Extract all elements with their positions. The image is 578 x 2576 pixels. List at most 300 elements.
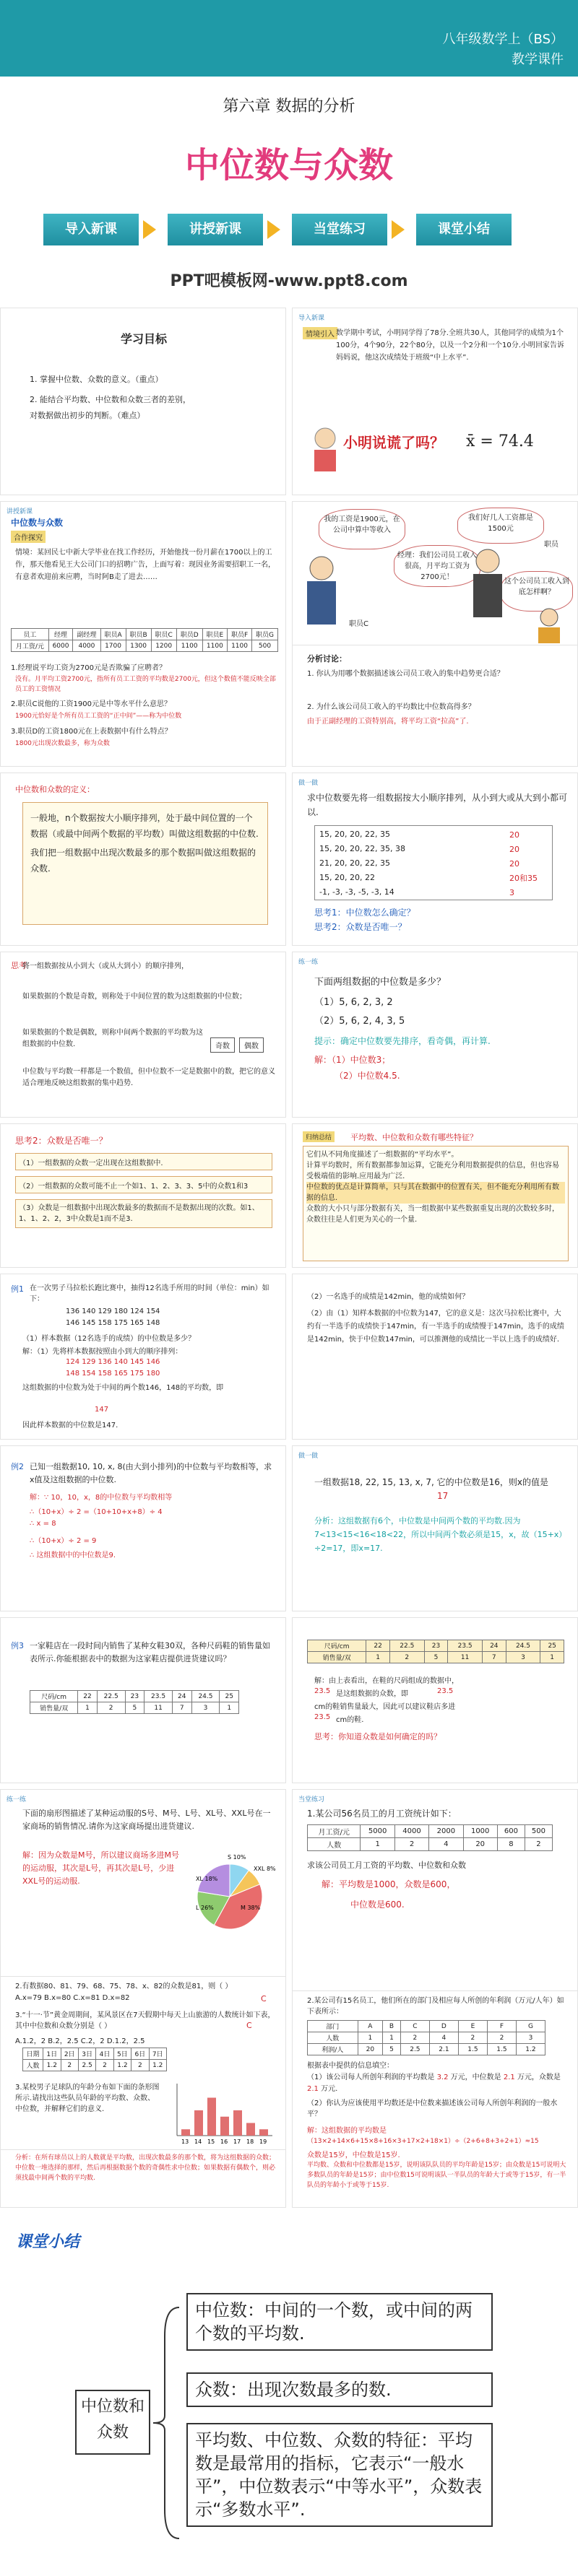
exercise-q4-ans: 分析：在所有球员以上的人数就是平均数，出现次数最多的那个数，将为这组数据的众数；中位数一堆选择的那样，然后再根据数据个数的奇偶性求中位数；如果数据有偶数个，则必须找最中间两个数的平均数.	[15, 2154, 276, 2182]
role-e: 职员	[544, 541, 558, 549]
age-bar-chart	[167, 2079, 275, 2146]
wv-1: 1	[361, 1838, 394, 1851]
think-even: 如果数据的个数是偶数，则称中间两个数据的平均数为这组数据的中位数.	[22, 1029, 203, 1048]
compare-p4: 众数的大小只与部分数据有关，当一组数据中某些数据重复出现的次数较多时，众数往往是人们更为关心的一个量.	[306, 1205, 559, 1224]
b-size-3: 23.5	[448, 1640, 483, 1652]
wh-0: 月工资/元	[308, 1825, 361, 1838]
size-2: 23	[125, 1691, 144, 1702]
vv-2: 2	[61, 2060, 78, 2071]
think-label: 思考	[11, 961, 27, 970]
practice-a1: 解：平均数是1000，众数是600，	[322, 1879, 456, 1889]
pc-4: 4	[429, 2032, 458, 2044]
practice1-q: 下面两组数据的中位数是多少？	[314, 977, 447, 988]
example1-srow2: 148 154 158 165 175 180	[66, 1370, 160, 1378]
pr-7: 1.2	[516, 2044, 545, 2055]
size-0: 22	[78, 1691, 98, 1702]
pr-1: 20	[358, 2044, 383, 2055]
nav-arrow-2	[267, 220, 280, 239]
lesson-title: 中位数与众数	[184, 145, 393, 186]
vv-0: 人数	[23, 2060, 43, 2071]
th-4: 职员B	[126, 629, 151, 640]
ph-1: A	[358, 2021, 383, 2032]
age-bar-label: 19	[259, 2138, 267, 2145]
sort-intro: 求中位数要先将一组数据按大小顺序排列，从小到大或从大到小都可以.	[307, 793, 568, 817]
speech-bubble-1: 我的工资是1900元，在公司中算中等收入	[319, 509, 405, 549]
age-bar-label: 17	[233, 2138, 241, 2145]
b-sales-3: 11	[448, 1652, 483, 1663]
sort-col-4: 20和35	[509, 874, 538, 883]
q3: 3.职员D的工资1800元在上表数据中有什么特点？	[11, 728, 172, 736]
pr-0: 利润/人	[308, 2044, 358, 2055]
wh-2: 4000	[394, 1825, 428, 1838]
practice-q1: 1.某公司56名员工的月工资统计如下：	[307, 1809, 457, 1819]
vv-1: 1.2	[43, 2060, 61, 2071]
age-bar-label: 15	[207, 2138, 215, 2145]
b-sales-5: 3	[506, 1652, 540, 1663]
sort-row-3: 21, 20, 20, 22, 35	[319, 858, 390, 868]
th-5: 职员C	[151, 629, 176, 640]
practice-slide	[292, 1789, 578, 1991]
size-pie-chart	[183, 1852, 277, 1938]
speech-bubble-2: 我们好几人工资都是1500元	[457, 508, 544, 544]
example2b-slide	[292, 1445, 578, 1611]
practice-q1b: 求该公司员工月工资的平均数、中位数和众数	[307, 1861, 466, 1870]
pc-7: 3	[516, 2032, 545, 2044]
intro-illustration	[307, 424, 343, 474]
compare-p2: 计算平均数时，所有数据都参加运算，它能充分利用数据提供的信息，但也容易受极端值的影响.应用最为广泛.	[306, 1162, 559, 1180]
example1-q2: （2）一名选手的成绩是142min，他的成绩如何？	[307, 1293, 470, 1301]
sort-row-4: 15, 20, 20, 22	[319, 873, 375, 882]
q1: 1.经理说平均工资为2700元是否欺骗了应聘者？	[11, 664, 166, 672]
wh-1: 5000	[361, 1825, 394, 1838]
pc-0: 人数	[308, 2032, 358, 2044]
even-label: 偶数	[239, 1037, 264, 1053]
wv-6: 2	[525, 1838, 552, 1851]
definition-box	[22, 802, 268, 925]
think-2: 思考2：众数是否唯一？	[314, 922, 407, 932]
goal-1: 1. 掌握中位数、众数的意义。（重点）	[30, 375, 163, 384]
age-bar-label: 13	[181, 2138, 189, 2145]
sales-6: 1	[220, 1702, 239, 1714]
pc-5: 2	[458, 2032, 487, 2044]
sort-slide	[292, 773, 578, 946]
th-9: 职员G	[251, 629, 277, 640]
chapter-title: 第六章 数据的分析	[223, 97, 355, 116]
course-line2: 教学课件	[512, 52, 564, 67]
age-bar-17	[233, 2110, 242, 2136]
example2-p: 一组数据18, 22, 15, 13, x, 7, 它的中位数是16，则x的值是	[314, 1477, 548, 1487]
tv-0: 月工资/元	[12, 640, 49, 652]
practice2-slide	[292, 1991, 578, 2208]
exercise-slide	[0, 1789, 286, 1977]
vv-7: 1.2	[149, 2060, 166, 2071]
intro-slide	[292, 308, 578, 495]
vv-6: 2	[131, 2060, 149, 2071]
a1: 没有。月平均工资2700元，指所有员工工资的平均数是2700元，但这个数值不能反映全部员工的工资情况	[15, 676, 276, 693]
tv-4: 1300	[126, 640, 151, 652]
example2-s5: ∴ 这组数据中的中位数是9.	[30, 1552, 116, 1559]
th-3: 职员A	[100, 629, 126, 640]
example3-think: 思考：你知道众数是如何确定的吗？	[314, 1732, 441, 1741]
sales-2: 5	[125, 1702, 144, 1714]
wv-2: 2	[394, 1838, 428, 1851]
pie-label-l: L 26%	[196, 1905, 214, 1911]
tv-2: 4000	[73, 640, 100, 652]
example1-sol: 解：（1）先将样本数据按照由小到大的顺序排列：	[22, 1348, 183, 1356]
exercise-q2: 2.有数据80、81、79、68、75、78、x、82的众数是81，则（ ）	[15, 1983, 233, 1990]
think2-slide	[0, 1123, 286, 1268]
example3-sol2: 是这组数据的众数，即	[336, 1690, 408, 1698]
example3-q: 一家鞋店在一段时间内销售了某种女鞋30双，各种尺码鞋的销售量如表所示.你能根据表中的数据为这家鞋店提供进货建议吗？	[30, 1641, 270, 1663]
ph-5: E	[458, 2021, 487, 2032]
practice1-a1: 解：（1）中位数3；	[314, 1055, 391, 1065]
example3-label: 例3	[11, 1641, 24, 1650]
age-bar-18	[246, 2123, 255, 2136]
pc-3: 2	[400, 2032, 429, 2044]
median-definition: 一般地，n个数据按大小顺序排列，处于最中间位置的一个数据（或最中间两个数据的平均数）叫做这组数据的中位数.	[30, 813, 259, 839]
exercise2-slide	[0, 1977, 286, 2150]
exercise-q3: 3.“十一·节”黄金周期间，某风景区在7天假期中每天上山旅游的人数统计如下表，其中中位数和众数分别是（ ）	[15, 2011, 275, 2030]
wv-4: 20	[463, 1838, 497, 1851]
tv-8: 1100	[228, 640, 252, 652]
age-bar-13	[181, 2129, 190, 2136]
analysis-a2: 由于正副经理的工资特别高，将平均工资“拉高”了.	[307, 718, 469, 726]
pr-4: 2.1	[429, 2044, 458, 2055]
th-7: 职员E	[202, 629, 227, 640]
example1-row2: 146 145 158 175 165 148	[66, 1319, 160, 1327]
vv-5: 1.2	[113, 2060, 131, 2071]
nav-arrow-1	[143, 220, 156, 239]
mode-definition: 我们把一组数据中出现次数最多的那个数据叫做这组数据的众数.	[30, 848, 256, 874]
example2-s3: ∴ x = 8	[30, 1520, 56, 1528]
b-sales-0: 1	[366, 1652, 390, 1663]
sales-1: 2	[97, 1702, 125, 1714]
example2-p-sol: 分析：这组数据有6个，中位数是中间两个数的平均数.因为7<13<15<16<18<22，所以中间两个数必须是15，x，故（15+x）÷2=17，即x=17.	[314, 1516, 567, 1553]
example2-slide	[0, 1445, 286, 1611]
person-e	[531, 607, 567, 643]
example3-sol: 解：由上表看出，在鞋的尺码组成的数据中，	[314, 1677, 459, 1685]
visitors-head	[23, 2048, 167, 2060]
wv-0: 人数	[308, 1838, 361, 1851]
pr-5: 1.5	[458, 2044, 487, 2055]
practice-q2b: （1）该公司每人所创年利润的平均数是	[307, 2074, 435, 2081]
practice-q2c-ans: 2.1	[503, 2074, 515, 2081]
compare-label: 归纳总结	[303, 1131, 335, 1142]
example2-s1: 解：∵ 10，10，x，8的中位数与平均数相等	[30, 1494, 173, 1502]
think2-o2-box	[15, 1176, 272, 1193]
pie-label-s: S 10%	[228, 1854, 246, 1861]
sort-row-2: 15, 20, 20, 22, 35, 38	[319, 844, 405, 853]
visitors-table	[22, 2048, 167, 2071]
intro-bubble: 小明说谎了吗？	[343, 434, 444, 451]
practice-q2e: 万元.	[321, 2085, 338, 2093]
explore-label: 合作探究	[11, 531, 46, 543]
think-note: 中位数与平均数一样都是一个数值，但中位数不一定是数据中的数，把它的意义适合理地反映这组数据的集中趋势.	[22, 1068, 275, 1087]
sales-label: 销售量/双	[30, 1702, 78, 1714]
a3: 1800元出现次数最多，称为众数	[15, 740, 110, 747]
think-1: 思考1：中位数怎么确定？	[314, 908, 415, 918]
think-slide	[0, 952, 286, 1118]
example1b-slide	[292, 1274, 578, 1440]
pr-2: 5	[383, 2044, 401, 2055]
practice-q2a: 根据表中提供的信息填空：	[307, 2062, 394, 2070]
exercise-q3-ans: C	[246, 2021, 252, 2030]
q2: 2.职员C说他的工资1900元是中等水平什么意思？	[11, 700, 171, 708]
practice-calc: （13×2+14×6+15×8+16×3+17×2+18×1）÷（2+6+8+3+2+1）≈15	[307, 2138, 539, 2145]
practice-q2c: 万元，中位数是	[450, 2074, 501, 2081]
wv-3: 4	[429, 1838, 463, 1851]
age-bar-label: 16	[220, 2138, 228, 2145]
tv-5: 1200	[151, 640, 176, 652]
explore-tag: 讲授新课	[7, 508, 33, 515]
summary-tag: 课堂小结	[16, 2233, 80, 2251]
size-label: 尺码/cm	[30, 1691, 78, 1702]
b-sales-1: 2	[389, 1652, 424, 1663]
profit-table	[307, 2020, 545, 2055]
b-size-6: 25	[540, 1640, 564, 1652]
visitors-vals	[23, 2060, 167, 2071]
nav-summary[interactable]: 课堂小结	[416, 214, 512, 245]
b-sales-6: 1	[540, 1652, 564, 1663]
example3-mode2: 23.5	[437, 1687, 454, 1695]
age-bar-15	[207, 2098, 216, 2136]
intro-text: 数学期中考试，小明同学得了78分.全班共30人，其他同学的成绩为1个100分，4个90分，22个80分，以及一个2分和一个10分.小明回家告诉妈妈说，他这次成绩处于班级“中上水平”.	[336, 329, 564, 362]
example1-s1: （1）样本数据（12名选手的成绩）的中位数是多少？	[22, 1335, 196, 1343]
practice-a2c: 平均数、众数和中位数都是15岁，说明该队队员的平均年龄是15岁；由众数是15可说明大多数队员的年龄是15岁；由中位数15可说明该队一半队员的年龄大于或等于15岁，有一半队员的年龄小于或等于15岁.	[307, 2162, 566, 2189]
example1-m2: 因此样本数据的中位数是147.	[22, 1422, 118, 1430]
example2-p-ans: 17	[437, 1491, 449, 1501]
compare-slide	[292, 1123, 578, 1268]
exercise-q1: 下面的扇形图描述了某种运动服的S号、M号、L号、XL号、XXL号在一家商场的销售情况.请你为这家商场提出进货建议.	[22, 1809, 271, 1831]
b-sales-label: 销售量/双	[308, 1652, 366, 1663]
b-size-1: 22.5	[389, 1640, 424, 1652]
ph-0: 部门	[308, 2021, 358, 2032]
practice-q2: 2.某公司有15名员工，他们所在的部门及相应每人所创的年利润（万元/人年）如下表所示：	[307, 1997, 564, 2016]
exercise-q4: 3.某校男子足球队的年龄分布如下面的条形图所示.请找出这些队员年龄的平均数、众数、中位数，并解释它们的意义.	[15, 2084, 160, 2113]
analysis-q2: 2. 为什么该公司员工收入的平均数比中位数高得多？	[307, 703, 475, 711]
pc-1: 1	[358, 2032, 383, 2044]
ph-6: F	[487, 2021, 516, 2032]
practice1-d1: （1）5, 6, 2, 3, 2	[314, 997, 393, 1008]
sales-4: 7	[173, 1702, 192, 1714]
vh-5: 5日	[113, 2048, 131, 2060]
analysis-slide	[292, 645, 578, 767]
wv-5: 8	[497, 1838, 525, 1851]
ph-3: C	[400, 2021, 429, 2032]
exercise3-slide	[0, 2150, 286, 2208]
wage-head	[308, 1825, 553, 1838]
summary-box-mode: 众数：出现次数最多的数.	[186, 2372, 493, 2407]
example2b-tag: 做一做	[298, 1453, 319, 1460]
vh-4: 4日	[96, 2048, 113, 2060]
definition-slide	[0, 773, 286, 946]
ph-7: G	[516, 2021, 545, 2032]
practice-a2: 解：这组数据的平均数是	[307, 2127, 387, 2135]
example3-sol4: cm的鞋.	[336, 1716, 364, 1724]
example1-row1: 136 140 129 180 124 154	[66, 1307, 160, 1315]
practice1-slide	[292, 952, 578, 1118]
wh-5: 600	[497, 1825, 525, 1838]
title-slide	[0, 0, 578, 302]
practice1-tag: 练一练	[298, 959, 319, 966]
think-text: 将一组数据按从小到大（或从大到小）的顺序排列，	[22, 962, 189, 970]
example3b-slide	[292, 1617, 578, 1783]
b-size-2: 23	[424, 1640, 448, 1652]
sales-5: 3	[191, 1702, 220, 1714]
intro-formula: x̄ = 74.4	[466, 432, 534, 451]
practice-q2d: 万元，众数是	[517, 2074, 561, 2081]
brand-text: PPT吧模板网-www.ppt8.com	[170, 272, 408, 290]
pc-2: 1	[383, 2032, 401, 2044]
sort-col	[509, 828, 538, 900]
example1-slide	[0, 1274, 286, 1440]
practice-q2d-ans: 2.1	[307, 2085, 319, 2093]
people-slide	[292, 501, 578, 645]
sales-0: 1	[78, 1702, 98, 1714]
salary-header-row	[12, 629, 278, 640]
summary-brace	[150, 2293, 186, 2553]
goal-2: 2. 能结合平均数、中位数和众数三者的差别，	[30, 395, 191, 404]
vh-7: 7日	[149, 2048, 166, 2060]
example3b-sales-row	[308, 1652, 564, 1663]
example1-q: 在一次男子马拉松长跑比赛中，抽得12名选手所用的时间（单位：min）如下：	[30, 1284, 269, 1303]
pie-label-xxl: XXL 8%	[254, 1866, 276, 1872]
example1-m: 这组数据的中位数为处于中间的两个数146，148的平均数，即	[22, 1384, 224, 1392]
exercise-a1: 解：因为众数是M号，所以建议商场多进M号的运动服，其次是L号，再其次是L号，少进XXL号的运动服.	[22, 1850, 179, 1886]
salary-slide	[0, 622, 286, 767]
pc-6: 2	[487, 2032, 516, 2044]
example3-sales-row	[30, 1702, 239, 1714]
wage-table	[307, 1824, 553, 1851]
summary-section	[0, 2214, 578, 2575]
b-size-label: 尺码/cm	[308, 1640, 366, 1652]
size-5: 24.5	[191, 1691, 220, 1702]
pr-3: 2.5	[400, 2044, 429, 2055]
example1-srow1: 124 129 136 140 145 146	[66, 1358, 160, 1366]
example3-mode: 23.5	[314, 1687, 331, 1695]
speech-bubble-3: 经理：我们公司员工收入很高，月平均工资为2700元！	[394, 545, 480, 587]
nav-intro[interactable]: 导入新课	[43, 214, 139, 245]
example2-label: 例2	[11, 1462, 24, 1471]
b-size-5: 24.5	[506, 1640, 540, 1652]
profit-head	[308, 2021, 545, 2032]
practice-q2f: （2）你认为应该使用平均数还是中位数来描述该公司每人所创年利润的一般水平？	[307, 2099, 558, 2118]
nav-teach[interactable]: 讲授新课	[168, 214, 263, 245]
example3-size-row	[30, 1691, 239, 1702]
practice1-tip: 提示：确定中位数要先排序，看奇偶，再计算.	[314, 1036, 491, 1046]
nav-arrow-3	[392, 220, 405, 239]
goal-3: 对数据做出初步的判断。（难点）	[30, 411, 145, 420]
size-4: 24	[173, 1691, 192, 1702]
exercise-q2-ans: C	[261, 1994, 267, 2003]
sort-col-3: 20	[509, 859, 519, 869]
size-3: 23.5	[144, 1691, 173, 1702]
size-1: 22.5	[97, 1691, 125, 1702]
compare-p3: 中位数的优点是计算简单，只与其在数据中的位置有关，但不能充分利用所有数据的信息.	[306, 1182, 565, 1204]
ph-4: D	[429, 2021, 458, 2032]
example1-label: 例1	[11, 1284, 24, 1294]
example3-slide	[0, 1617, 286, 1783]
practice1-a2: （2）中位数4.5.	[335, 1071, 400, 1081]
practice1-d2: （2）5, 6, 2, 4, 3, 5	[314, 1016, 405, 1027]
vh-0: 日期	[23, 2048, 43, 2060]
practice-a2b: 众数是15岁，中位数是15岁.	[307, 2151, 400, 2159]
example3b-table	[307, 1640, 564, 1663]
practice-tag: 当堂练习	[298, 1796, 325, 1803]
age-bar-label: 14	[194, 2138, 202, 2145]
odd-label: 奇数	[210, 1037, 235, 1053]
example3-mode3: 23.5	[314, 1713, 331, 1721]
tv-7: 1100	[202, 640, 227, 652]
age-bar-14	[194, 2110, 203, 2136]
sales-3: 11	[144, 1702, 173, 1714]
sort-tag: 做一做	[298, 780, 319, 787]
summary-box-median: 中位数：中间的一个数，或中间的两个数的平均数.	[186, 2293, 493, 2351]
b-sales-4: 7	[483, 1652, 506, 1663]
definition-title: 中位数和众数的定义：	[15, 785, 95, 794]
analysis-q1: 1. 你认为用哪个数据描述该公司员工收入的集中趋势更合适？	[307, 670, 504, 678]
compare-box	[303, 1146, 569, 1261]
b-size-4: 24	[483, 1640, 506, 1652]
wh-4: 1000	[463, 1825, 497, 1838]
explore-case: 情境：某回民七中新大学毕业在找工作经历，开始他找一份月薪在1700以上的工作，那天他看见王大公司门口的招聘广告，上面写着：现因业务需要招职工一名，有意者欢迎前来应聘，当时阿B走了进去……	[15, 549, 275, 581]
example2-s4: ∴（10+x）÷ 2 = 9	[30, 1537, 97, 1545]
size-6: 25	[220, 1691, 239, 1702]
sort-row-1: 15, 20, 20, 22, 35	[319, 830, 390, 839]
practice-q2b-ans: 3.2	[436, 2074, 449, 2081]
tv-9: 500	[251, 640, 277, 652]
summary-box-features: 平均数、中位数、众数的特征：平均数是最常用的指标，它表示“一般水平”，中位数表示“中等水平”，众数表示“多数水平”.	[186, 2423, 493, 2527]
example3b-size-row	[308, 1640, 564, 1652]
role-c: 职员C	[349, 620, 368, 628]
goals-slide	[0, 308, 286, 495]
vh-1: 1日	[43, 2048, 61, 2060]
pie-label-m: M 38%	[241, 1905, 261, 1911]
think2-o3-box	[15, 1199, 272, 1228]
th-2: 副经理	[73, 629, 100, 640]
example1-a2: （2）由（1）知样本数据的中位数为147，它的意义是：这次马拉松比赛中，大约有一半选手的成绩快于147min，有一半选手的成绩慢于147min，选手的成绩是142min，快于中位数147min，可以推测他的成绩比一半以上选手的成绩好.	[307, 1310, 564, 1344]
pr-6: 1.5	[487, 2044, 516, 2055]
th-8: 职员F	[228, 629, 252, 640]
sort-col-5: 3	[509, 888, 514, 897]
think2-o3: （3）众数是一组数据中出现次数最多的数据而不是数据出现的次数。如1、1、1、2、2，3中众数是1而不是3.	[19, 1204, 259, 1223]
vh-3: 3日	[78, 2048, 95, 2060]
age-bar-19	[259, 2129, 268, 2136]
exercise-tag: 练一练	[7, 1796, 27, 1803]
compare-title: 平均数、中位数和众数有哪些特征？	[350, 1133, 478, 1142]
person-c	[300, 552, 343, 632]
analysis-title: 分析讨论：	[307, 654, 347, 663]
practice-q2-line	[307, 2072, 567, 2095]
th-1: 经理	[48, 629, 73, 640]
vv-4: 2	[96, 2060, 113, 2071]
example3-table	[30, 1690, 239, 1714]
tv-6: 1100	[176, 640, 202, 652]
nav-practice[interactable]: 当堂练习	[292, 214, 387, 245]
age-bar-16	[220, 2117, 229, 2136]
think2-o1-box	[15, 1153, 272, 1170]
wh-6: 500	[525, 1825, 552, 1838]
salary-table	[11, 628, 278, 652]
compare-p1: 它们从不同角度描述了一组数据的“平均水平”。	[306, 1151, 459, 1159]
intro-label: 情境引入	[303, 327, 337, 339]
profit-count	[308, 2032, 545, 2044]
think2-o1: （1）一组数据的众数一定出现在这组数据中.	[19, 1159, 163, 1167]
th-0: 员工	[12, 629, 49, 640]
vh-2: 2日	[61, 2048, 78, 2060]
example3-sol3: cm的鞋销售量最大，因此可以建议鞋店多进	[314, 1703, 456, 1711]
exercise-q2-opts: A.x=79 B.x=80 C.x=81 D.x=82	[15, 1994, 130, 2002]
